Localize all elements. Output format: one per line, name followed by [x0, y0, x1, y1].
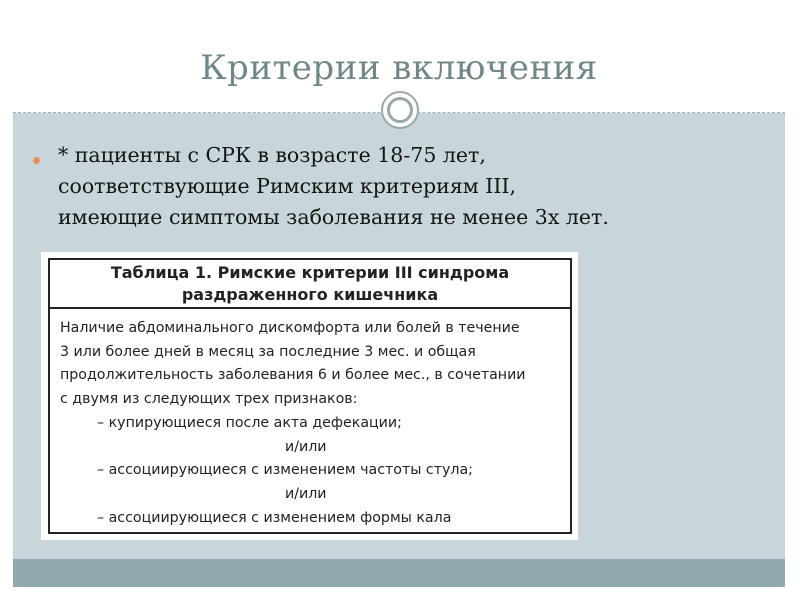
- table-text-line: с двумя из следующих трех признаков:: [60, 391, 358, 408]
- bullet-text: [58, 140, 758, 233]
- criteria-table-image: [41, 252, 578, 540]
- table-header-line: раздраженного кишечника: [181, 285, 439, 304]
- table-text-line: продолжительность заболевания 6 и более мес., в сочетании: [60, 367, 526, 384]
- bullet-dot-icon: [33, 157, 40, 164]
- slide-title: Критерии включения: [200, 48, 598, 88]
- table-text-line: Наличие абдоминального дискомфорта или болей в течение: [60, 320, 520, 336]
- bullet-line: имеющие симптомы заболевания не менее 3х лет.: [58, 205, 609, 229]
- table-header-line: Таблица 1. Римские критерии III синдрома: [110, 263, 510, 282]
- criterion-item: – купирующиеся после акта дефекации;: [97, 414, 402, 431]
- criterion-item: – ассоциирующиеся с изменением частоты стула;: [97, 462, 473, 479]
- criterion-item: – ассоциирующиеся с изменением формы кала: [97, 509, 452, 526]
- and-or-label: и/или: [285, 485, 327, 502]
- criteria-table: [48, 258, 572, 534]
- bullet-line: соответствующие Римским критериям III,: [58, 174, 517, 198]
- circle-ornament-icon: [381, 91, 419, 129]
- and-or-label: и/или: [285, 438, 327, 455]
- table-text-line: 3 или более дней в месяц за последние 3 мес. и общая: [60, 343, 476, 360]
- footer-bar: [13, 559, 785, 587]
- bullet-line: * пациенты с СРК в возрасте 18-75 лет,: [58, 143, 486, 167]
- table-body: [50, 309, 570, 530]
- table-header: [50, 260, 570, 309]
